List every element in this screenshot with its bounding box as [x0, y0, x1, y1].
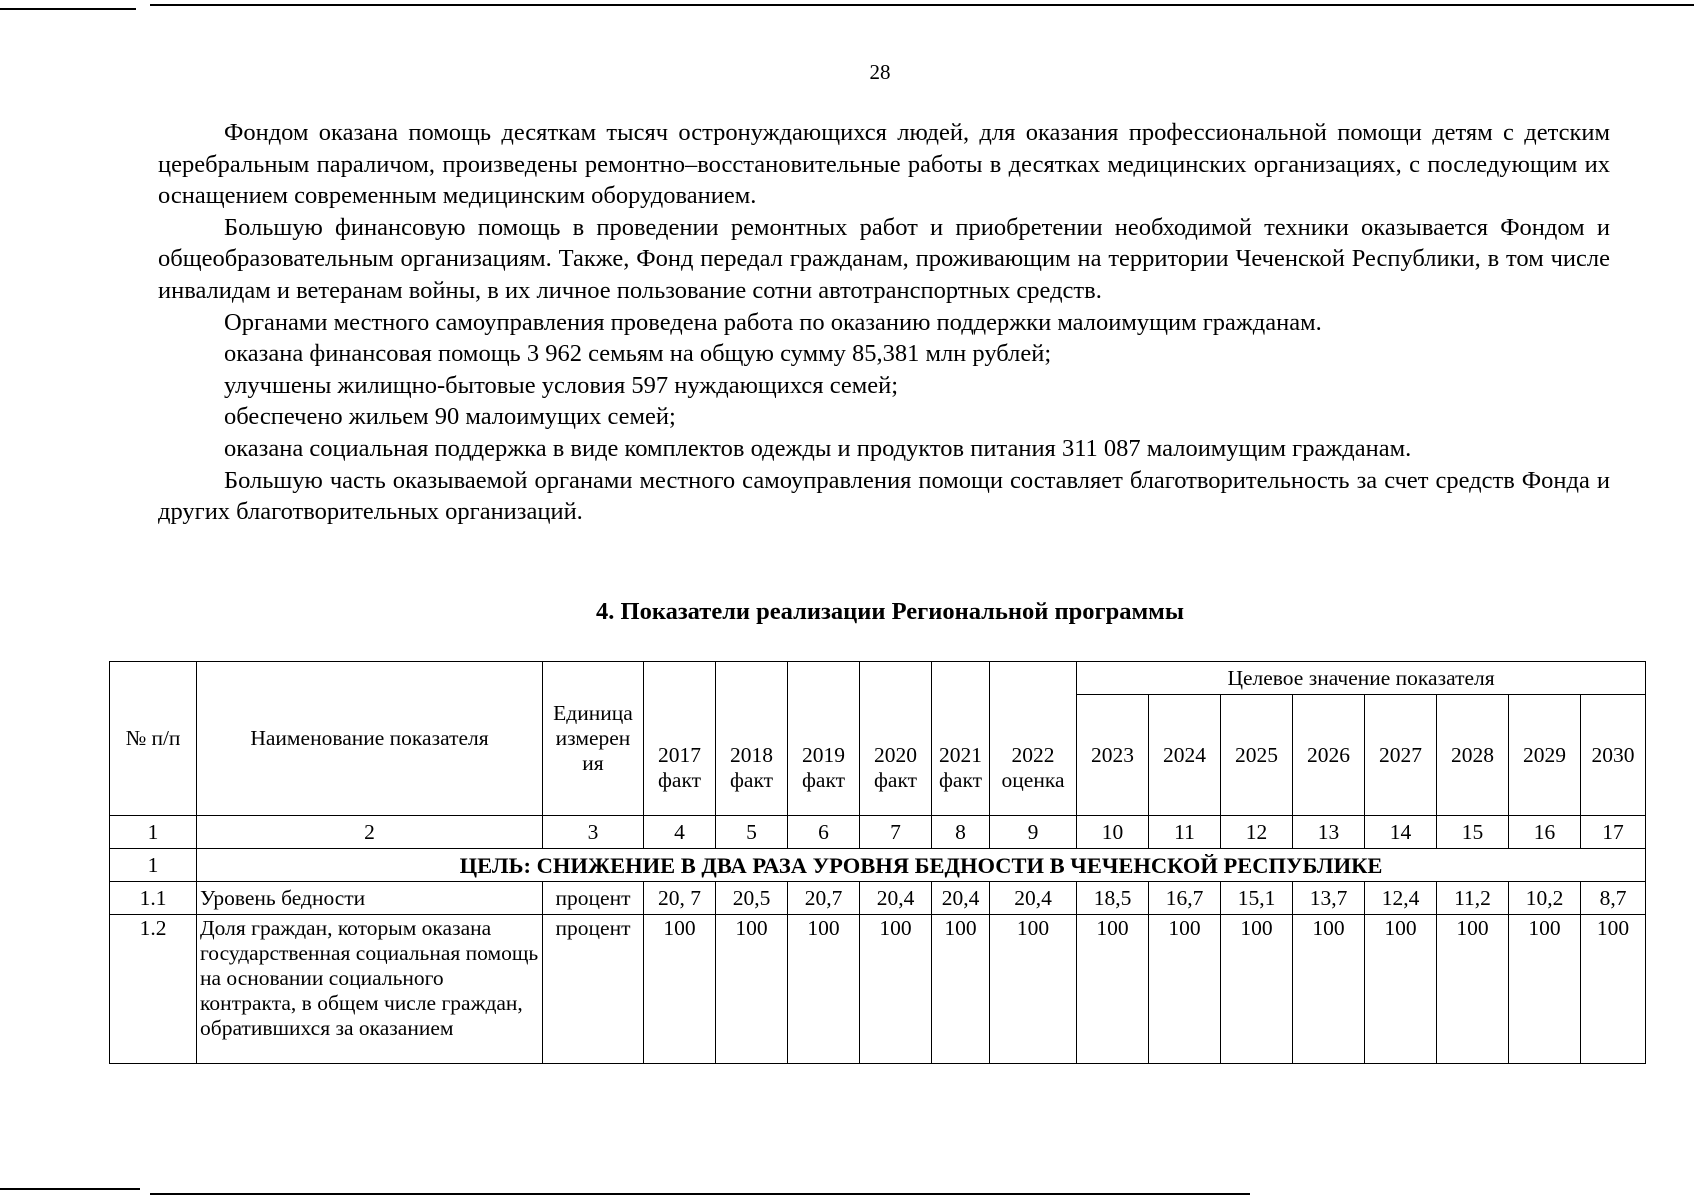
row-value: 100	[1149, 915, 1221, 1064]
column-number: 13	[1293, 816, 1365, 849]
header-unit: Единица измерен ия	[543, 662, 644, 816]
row-name: Доля граждан, которым оказана государственная социальная помощь на основании социального контракта, в общем числе граждан, обратившихся за оказанием	[197, 915, 543, 1064]
top-rule-left	[0, 8, 136, 10]
column-number: 3	[543, 816, 644, 849]
column-number: 17	[1581, 816, 1646, 849]
row-value: 13,7	[1293, 882, 1365, 915]
table-header-row	[110, 662, 1646, 695]
page-number: 28	[869, 60, 891, 84]
column-number: 2	[197, 816, 543, 849]
header-target-year: 2027	[1365, 695, 1437, 816]
header-target-year: 2023	[1077, 695, 1149, 816]
row-value: 100	[860, 915, 932, 1064]
column-number: 10	[1077, 816, 1149, 849]
header-target-year: 2030	[1581, 695, 1646, 816]
row-unit: процент	[543, 915, 644, 1064]
header-year: 2020 факт	[860, 662, 932, 816]
paragraph: Органами местного самоуправления проведена работа по оказанию поддержки малоимущим гражданам.	[224, 308, 1322, 336]
paragraph: улучшены жилищно-бытовые условия 597 нуждающихся семей;	[224, 371, 899, 399]
row-unit: процент	[543, 882, 644, 915]
row-value: 100	[1077, 915, 1149, 1064]
column-number: 11	[1149, 816, 1221, 849]
column-number: 7	[860, 816, 932, 849]
header-year: 2019 факт	[788, 662, 860, 816]
row-value: 100	[1293, 915, 1365, 1064]
header-name: Наименование показателя	[197, 662, 543, 816]
row-value: 100	[932, 915, 990, 1064]
table-row	[110, 915, 1646, 1064]
row-name: Уровень бедности	[197, 882, 543, 915]
section-title: 4. Показатели реализации Региональной программы	[596, 598, 1184, 625]
column-number: 6	[788, 816, 860, 849]
column-number: 9	[990, 816, 1077, 849]
row-value: 100	[644, 915, 716, 1064]
row-value: 8,7	[1581, 882, 1646, 915]
header-target-group: Целевое значение показателя	[1077, 662, 1646, 695]
header-year: 2017 факт	[644, 662, 716, 816]
table-row	[110, 882, 1646, 915]
row-num: 1.2	[110, 915, 197, 1064]
row-value: 18,5	[1077, 882, 1149, 915]
row-value: 100	[716, 915, 788, 1064]
bottom-rule-left	[0, 1188, 140, 1190]
row-value: 10,2	[1509, 882, 1581, 915]
column-number: 15	[1437, 816, 1509, 849]
header-year: 2022 оценка	[990, 662, 1077, 816]
paragraph: оказана социальная поддержка в виде комплектов одежды и продуктов питания 311 087 малоимущим гражданам.	[224, 434, 1412, 462]
row-value: 20, 7	[644, 882, 716, 915]
row-value: 20,4	[932, 882, 990, 915]
header-target-year: 2024	[1149, 695, 1221, 816]
goal-num: 1	[110, 849, 197, 882]
column-number: 4	[644, 816, 716, 849]
row-value: 100	[788, 915, 860, 1064]
goal-row	[110, 849, 1646, 882]
column-number: 1	[110, 816, 197, 849]
column-number: 16	[1509, 816, 1581, 849]
header-target-year: 2028	[1437, 695, 1509, 816]
column-number: 8	[932, 816, 990, 849]
header-target-year: 2029	[1509, 695, 1581, 816]
row-value: 15,1	[1221, 882, 1293, 915]
row-value: 100	[1509, 915, 1581, 1064]
row-value: 20,4	[990, 882, 1077, 915]
row-value: 100	[1221, 915, 1293, 1064]
row-value: 12,4	[1365, 882, 1437, 915]
header-target-year: 2026	[1293, 695, 1365, 816]
row-value: 20,4	[860, 882, 932, 915]
column-number: 12	[1221, 816, 1293, 849]
header-target-year: 2025	[1221, 695, 1293, 816]
column-number-row	[110, 816, 1646, 849]
top-rule-right	[150, 4, 1694, 6]
row-value: 100	[1437, 915, 1509, 1064]
body-text	[158, 117, 1610, 528]
paragraph: оказана финансовая помощь 3 962 семьям на общую сумму 85,381 млн рублей;	[224, 340, 1052, 368]
header-num: № п/п	[110, 662, 197, 816]
row-value: 20,7	[788, 882, 860, 915]
paragraph: Большую часть оказываемой органами местного самоуправления помощи составляет благотворительность за счет средств Фонда и других благотворительных организаций.	[158, 466, 1610, 526]
row-value: 100	[1581, 915, 1646, 1064]
row-value: 16,7	[1149, 882, 1221, 915]
paragraph: Большую финансовую помощь в проведении ремонтных работ и приобретении необходимой техники оказывается Фондом и общеобразовательным организациям. Также, Фонд передал гражданам, проживающим на территории Чеченской Республики, в том числе инвалидам и ветеранам войны, в их личное пользование сотни автотранспортных средств.	[158, 213, 1610, 304]
row-value: 11,2	[1437, 882, 1509, 915]
paragraph: Фондом оказана помощь десяткам тысяч остронуждающихся людей, для оказания профессиональной помощи детям с детским церебральным параличом, произведены ремонтно–восстановительные работы в десятках медицинских организациях, с последующим их оснащением современным медицинским оборудованием.	[158, 119, 1610, 210]
paragraph: обеспечено жильем 90 малоимущих семей;	[224, 403, 676, 431]
indicators-table	[109, 661, 1646, 1064]
column-number: 14	[1365, 816, 1437, 849]
bottom-rule-right	[150, 1193, 1250, 1195]
goal-text: ЦЕЛЬ: СНИЖЕНИЕ В ДВА РАЗА УРОВНЯ БЕДНОСТИ В ЧЕЧЕНСКОЙ РЕСПУБЛИКЕ	[197, 849, 1646, 882]
column-number: 5	[716, 816, 788, 849]
header-year: 2018 факт	[716, 662, 788, 816]
header-year: 2021 факт	[932, 662, 990, 816]
row-value: 20,5	[716, 882, 788, 915]
row-num: 1.1	[110, 882, 197, 915]
row-value: 100	[1365, 915, 1437, 1064]
row-value: 100	[990, 915, 1077, 1064]
